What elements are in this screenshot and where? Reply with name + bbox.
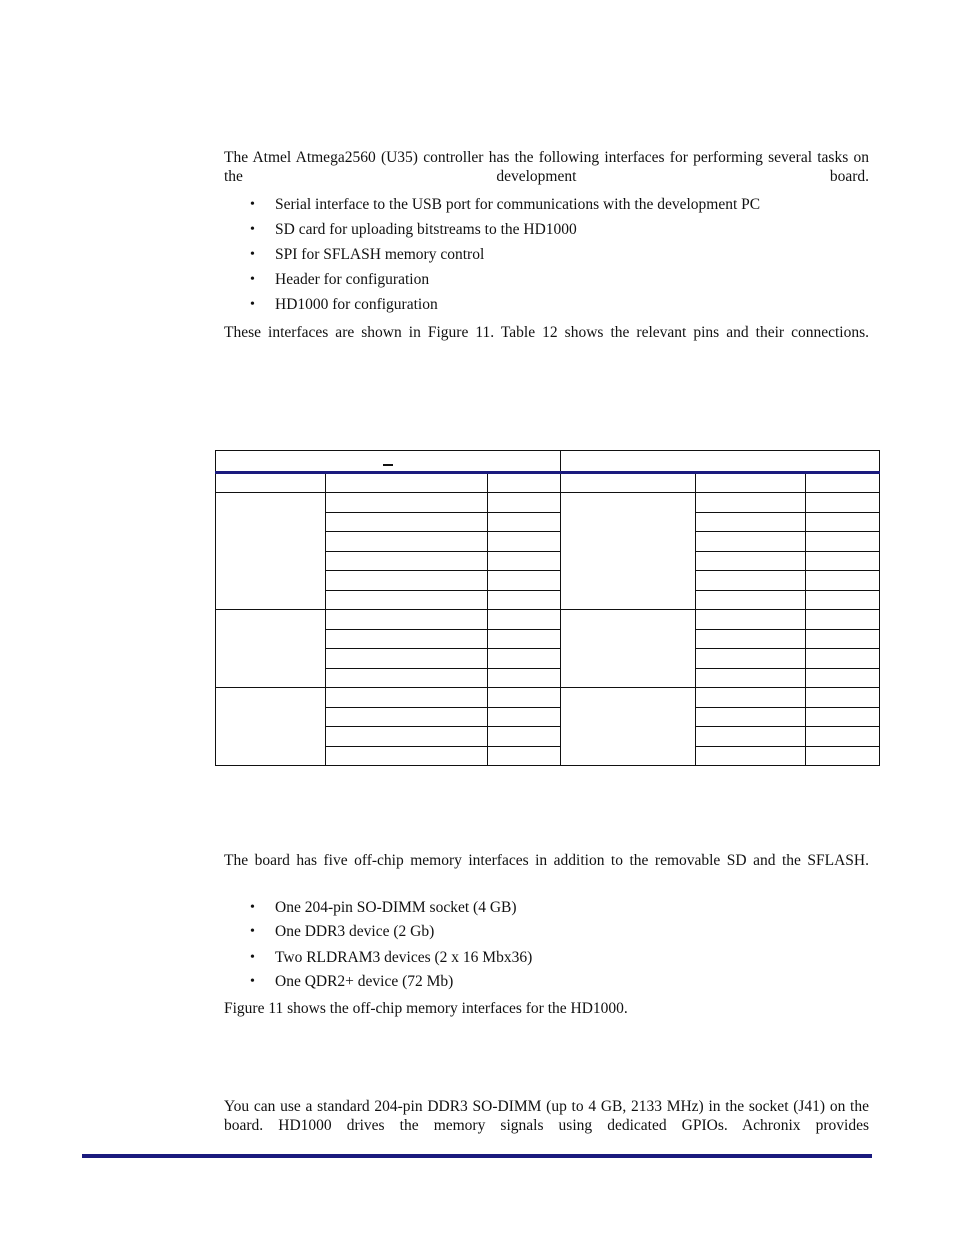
list-item: • One 204-pin SO-DIMM socket (4 GB) <box>250 898 532 922</box>
list-item: • Two RLDRAM3 devices (2 x 16 Mbx36) <box>250 948 532 972</box>
intro-paragraph: The Atmel Atmega2560 (U35) controller has the following interfaces for performing several tasks on the development board. <box>224 149 869 185</box>
list-item: • Header for configuration <box>250 270 760 295</box>
controller-interface-list <box>250 195 760 320</box>
header-dash-mark <box>383 464 393 466</box>
table-row <box>216 688 880 708</box>
list-item: • HD1000 for configuration <box>250 295 760 320</box>
pin-connections-table <box>215 450 880 766</box>
sodimm-paragraph: You can use a standard 204-pin DDR3 SO-DIMM (up to 4 GB, 2133 MHz) in the socket (J41) on the board. HD1000 drives the memory signals using dedicated GPIOs. Achronix provides <box>224 1098 869 1134</box>
memory-interface-list <box>250 898 532 996</box>
table-row <box>216 493 880 513</box>
table-subheader-row <box>216 473 880 493</box>
list-item: • SPI for SFLASH memory control <box>250 245 760 270</box>
list-item: • SD card for uploading bitstreams to the HD1000 <box>250 220 760 245</box>
list-item: • One DDR3 device (2 Gb) <box>250 922 532 948</box>
table-group-header-right <box>561 451 880 473</box>
table-row <box>216 610 880 630</box>
footer-divider <box>82 1154 872 1158</box>
list-item: • Serial interface to the USB port for communications with the development PC <box>250 195 760 220</box>
figure-reference: Figure 11 shows the off-chip memory interfaces for the HD1000. <box>224 1000 628 1017</box>
memory-paragraph: The board has five off-chip memory interfaces in addition to the removable SD and the SFLASH. <box>224 852 869 869</box>
table-group-header-left <box>216 451 561 473</box>
interfaces-paragraph: These interfaces are shown in Figure 11. Table 12 shows the relevant pins and their connections. <box>224 324 869 341</box>
list-item: • One QDR2+ device (72 Mb) <box>250 972 532 996</box>
